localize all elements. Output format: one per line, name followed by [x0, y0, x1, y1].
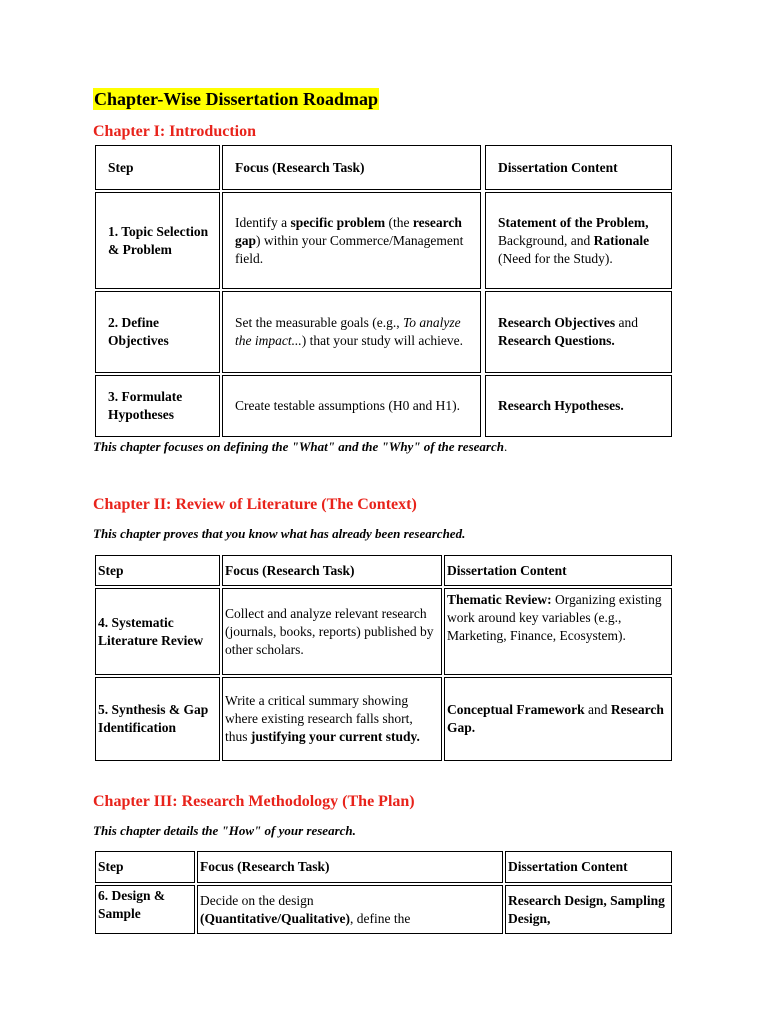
table-header-focus: Focus (Research Task) — [197, 851, 503, 883]
table-row-content: Research Hypotheses. — [485, 375, 672, 437]
table-row-content: Statement of the Problem, Background, and Rationale (Need for the Study). — [485, 192, 672, 289]
table-header-focus: Focus (Research Task) — [222, 145, 481, 190]
table-row-step: 2. Define Objectives — [95, 291, 220, 373]
table-header-step: Step — [95, 851, 195, 883]
chapter-2-heading: Chapter II: Review of Literature (The Context) — [93, 496, 417, 513]
table-row-focus: Create testable assumptions (H0 and H1). — [222, 375, 481, 437]
table-row-focus: Collect and analyze relevant research (journals, books, reports) published by other scholars. — [222, 588, 442, 675]
table-row-content: Conceptual Framework and Research Gap. — [444, 677, 672, 761]
chapter-1-heading: Chapter I: Introduction — [93, 123, 256, 140]
table-row-step: 6. Design & Sample — [95, 885, 195, 934]
table-header-content: Dissertation Content — [485, 145, 672, 190]
table-row-content: Thematic Review: Organizing existing work around key variables (e.g., Marketing, Finance, Ecosystem). — [444, 588, 672, 675]
chapter-3-heading: Chapter III: Research Methodology (The Plan) — [93, 793, 415, 810]
table-row-content: Research Design, Sampling Design, — [505, 885, 672, 934]
table-row-focus: Write a critical summary showing where existing research falls short, thus justifying your current study. — [222, 677, 442, 761]
chapter-3-note: This chapter details the "How" of your research. — [93, 823, 356, 838]
table-row-step: 4. Systematic Literature Review — [95, 588, 220, 675]
table-row-focus: Identify a specific problem (the research gap) within your Commerce/Management field. — [222, 192, 481, 289]
table-header-content: Dissertation Content — [444, 555, 672, 586]
table-header-content: Dissertation Content — [505, 851, 672, 883]
table-row-step: 3. Formulate Hypotheses — [95, 375, 220, 437]
table-row-step: 5. Synthesis & Gap Identification — [95, 677, 220, 761]
table-header-step: Step — [95, 555, 220, 586]
table-row-content: Research Objectives and Research Questions. — [485, 291, 672, 373]
document-title: Chapter-Wise Dissertation Roadmap — [94, 89, 378, 109]
table-row-step: 1. Topic Selection & Problem — [95, 192, 220, 289]
chapter-1-note: This chapter focuses on defining the "What" and the "Why" of the research. — [93, 439, 508, 454]
table-row-focus: Set the measurable goals (e.g., To analyze the impact...) that your study will achieve. — [222, 291, 481, 373]
chapter-2-note: This chapter proves that you know what has already been researched. — [93, 526, 466, 541]
table-row-focus: Decide on the design (Quantitative/Qualitative), define the — [197, 885, 503, 934]
table-header-focus: Focus (Research Task) — [222, 555, 442, 586]
table-header-step: Step — [95, 145, 220, 190]
